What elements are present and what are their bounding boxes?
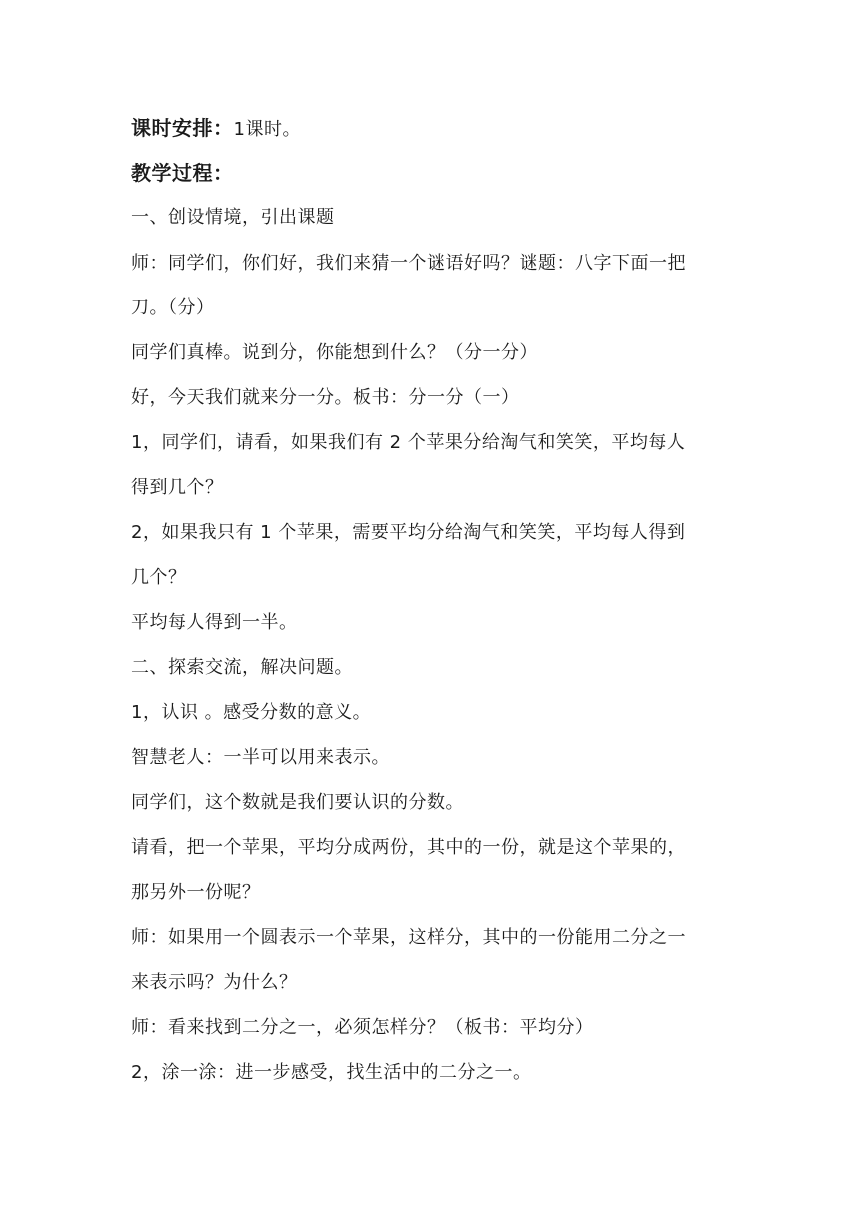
paragraph-line: 来表示吗？为什么？ xyxy=(131,972,298,993)
paragraph-line: 1，认识 。感受分数的意义。 xyxy=(131,702,372,723)
paragraph-line: 平均每人得到一半。 xyxy=(131,612,298,633)
paragraph-line: 同学们，这个数就是我们要认识的分数。 xyxy=(131,792,464,813)
paragraph-line: 师：看来找到二分之一，必须怎样分？（板书：平均分） xyxy=(131,1017,594,1038)
paragraph-line: 智慧老人：一半可以用来表示。 xyxy=(131,747,390,768)
paragraph-line: 好，今天我们就来分一分。板书：分一分（一） xyxy=(131,387,520,408)
paragraph-line: 1，同学们，请看，如果我们有 2 个苹果分给淘气和笑笑，平均每人 xyxy=(131,432,686,453)
paragraph-line: 二、探索交流，解决问题。 xyxy=(131,657,353,678)
paragraph-line: 请看，把一个苹果，平均分成两份，其中的一份，就是这个苹果的， xyxy=(131,837,686,858)
paragraph-line: 那另外一份呢？ xyxy=(131,882,261,903)
schedule-label: 课时安排： xyxy=(131,116,234,140)
paragraph-line: 同学们真棒。说到分，你能想到什么？（分一分） xyxy=(131,342,538,363)
paragraph-line: 几个？ xyxy=(131,567,187,588)
paragraph-line: 2，涂一涂：进一步感受，找生活中的二分之一。 xyxy=(131,1062,532,1083)
schedule-heading xyxy=(131,116,301,142)
paragraph-line: 刀。（分） xyxy=(131,297,215,318)
schedule-value: 1课时。 xyxy=(233,119,301,140)
paragraph-line: 一、创设情境，引出课题 xyxy=(131,207,335,228)
paragraph-line: 2，如果我只有 1 个苹果，需要平均分给淘气和笑笑，平均每人得到 xyxy=(131,522,686,543)
paragraph-line: 师：如果用一个圆表示一个苹果，这样分，其中的一份能用二分之一 xyxy=(131,927,686,948)
paragraph-line: 师：同学们，你们好，我们来猜一个谜语好吗？谜题：八字下面一把 xyxy=(131,253,686,274)
process-heading: 教学过程： xyxy=(131,161,234,185)
paragraph-line: 得到几个？ xyxy=(131,477,224,498)
